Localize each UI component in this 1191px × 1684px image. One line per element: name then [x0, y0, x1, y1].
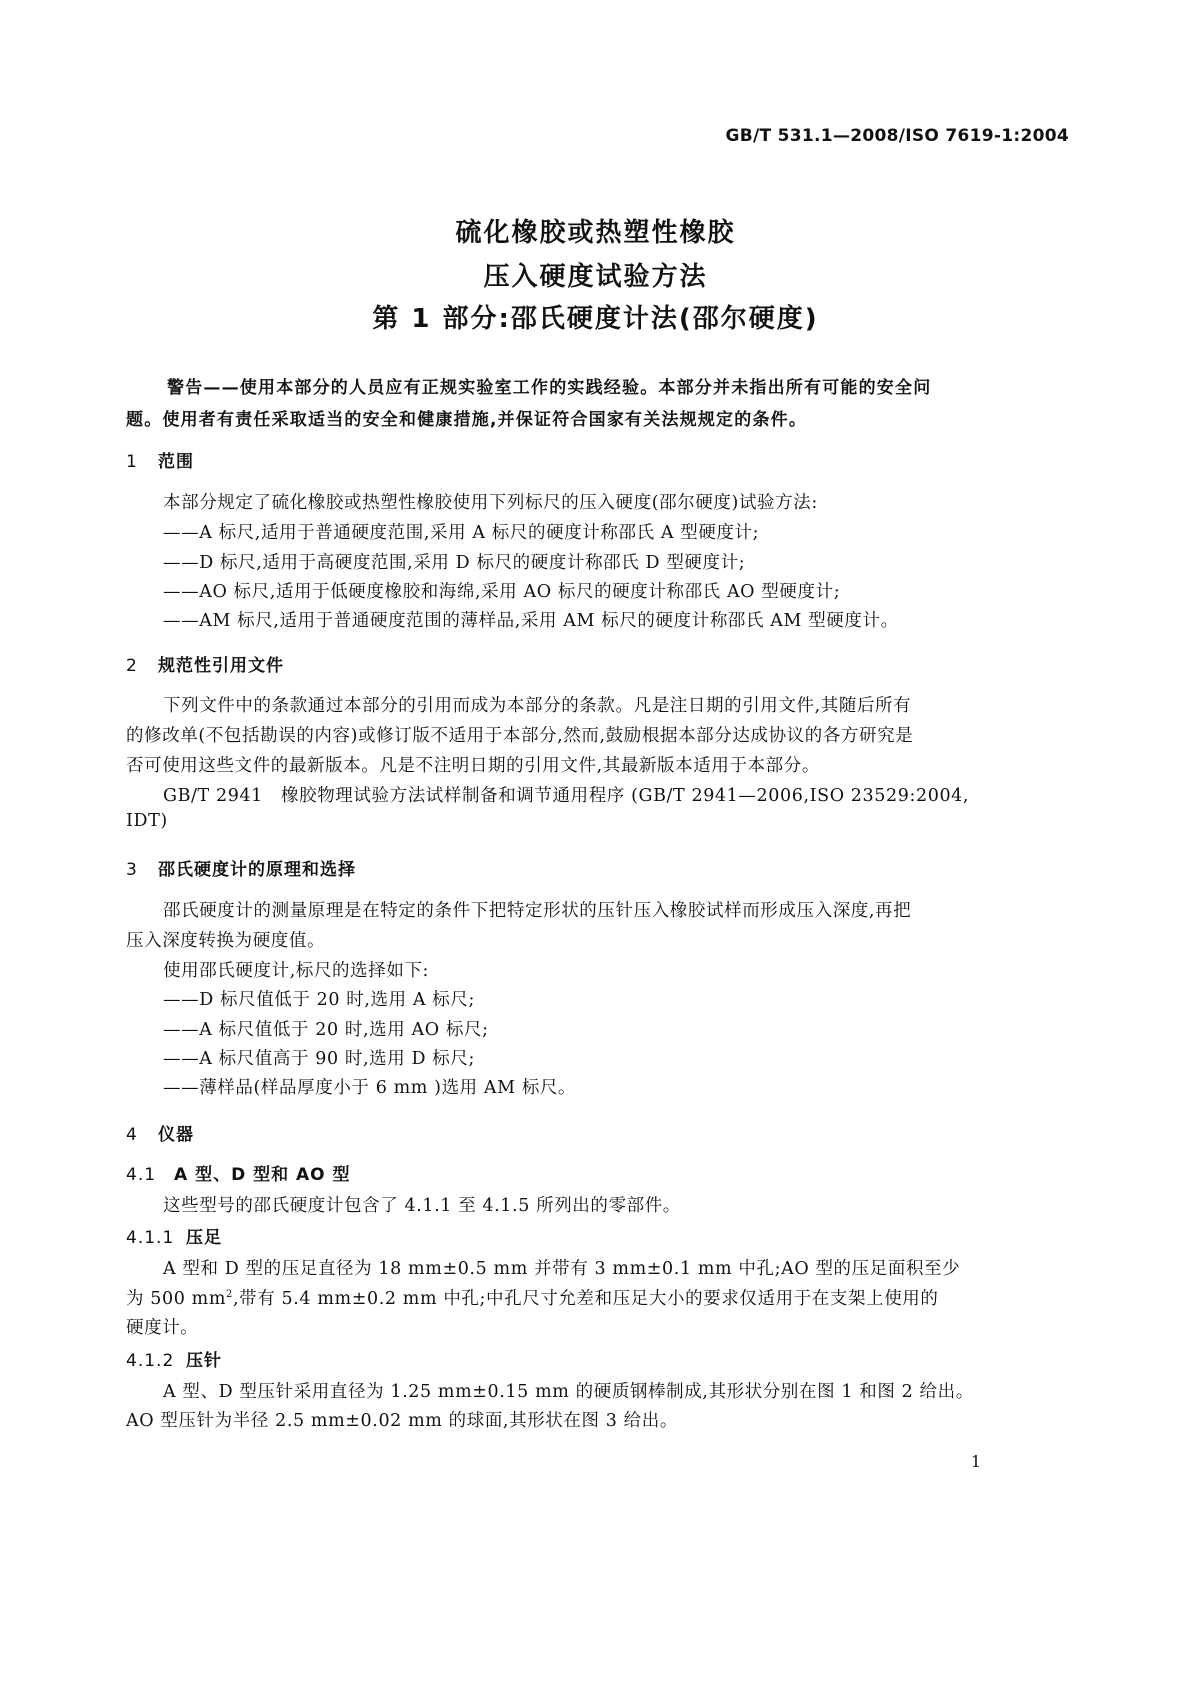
section-title: 规范性引用文件: [158, 656, 284, 676]
section-title: 压针: [186, 1351, 222, 1371]
warning-line1: 警告——使用本部分的人员应有正规实验室工作的实践经验。本部分并未指出所有可能的安全问: [167, 378, 932, 398]
doc-title-line3: 第 1 部分:邵氏硬度计法(邵尔硬度): [372, 304, 819, 334]
section-1-heading: [126, 447, 194, 472]
paragraph-line: 的修改单(不包括勘误的内容)或修订版不适用于本部分,然而,鼓励根据本部分达成协议的各方研究是: [126, 726, 914, 746]
section-3-heading: [126, 855, 356, 880]
warning-line2: 题。使用者有责任采取适当的安全和健康措施,并保证符合国家有关法规规定的条件。: [126, 410, 808, 430]
section-number: 1: [126, 452, 138, 472]
section-title: 邵氏硬度计的原理和选择: [158, 860, 356, 880]
paragraph-line: 否可使用这些文件的最新版本。凡是不注明日期的引用文件,其最新版本适用于本部分。: [126, 756, 820, 776]
list-item: ——AM 标尺,适用于普通硬度范围的薄样品,采用 AM 标尺的硬度计称邵氏 AM 型硬度计。: [163, 611, 899, 631]
standard-code: GB/T 531.1—2008/ISO 7619-1:2004: [725, 126, 1069, 146]
subsection-4-1-2-heading: [126, 1346, 222, 1371]
list-item: ——A 标尺值低于 20 时,选用 AO 标尺;: [163, 1020, 489, 1040]
paragraph: 使用邵氏硬度计,标尺的选择如下:: [163, 961, 430, 981]
section-title: 仪器: [158, 1125, 194, 1145]
superscript: 2: [226, 1289, 233, 1301]
list-item: ——A 标尺值高于 90 时,选用 D 标尺;: [163, 1049, 476, 1069]
section-number: 4: [126, 1125, 138, 1145]
doc-title-line1: 硫化橡胶或热塑性橡胶: [455, 218, 736, 248]
paragraph-line: 硬度计。: [126, 1318, 199, 1338]
section-title: A 型、D 型和 AO 型: [174, 1165, 351, 1185]
list-item: ——D 标尺值低于 20 时,选用 A 标尺;: [163, 990, 476, 1010]
text-fragment: 为 500 mm: [126, 1289, 227, 1309]
paragraph-line: AO 型压针为半径 2.5 mm±0.02 mm 的球面,其形状在图 3 给出。: [126, 1411, 678, 1431]
paragraph-line: 下列文件中的条款通过本部分的引用而成为本部分的条款。凡是注日期的引用文件,其随后所有: [163, 696, 912, 716]
paragraph: 这些型号的邵氏硬度计包含了 4.1.1 至 4.1.5 所列出的零部件。: [163, 1196, 681, 1216]
section-title: 范围: [158, 452, 194, 472]
section-number: 4.1.2: [126, 1351, 175, 1371]
paragraph-line: A 型、D 型压针采用直径为 1.25 mm±0.15 mm 的硬质钢棒制成,其形状分别在图 1 和图 2 给出。: [163, 1382, 974, 1402]
subsection-4-1-1-heading: [126, 1223, 222, 1248]
section-number: 4.1.1: [126, 1228, 175, 1248]
section-2-heading: [126, 651, 284, 676]
section-title: 压足: [186, 1228, 222, 1248]
section-number: 4.1: [126, 1165, 157, 1185]
section-number: 3: [126, 860, 138, 880]
list-item: ——D 标尺,适用于高硬度范围,采用 D 标尺的硬度计称邵氏 D 型硬度计;: [163, 553, 746, 573]
paragraph-line: 邵氏硬度计的测量原理是在特定的条件下把特定形状的压针压入橡胶试样而形成压入深度,再把: [163, 901, 912, 921]
section-number: 2: [126, 656, 138, 676]
text-fragment: ,带有 5.4 mm±0.2 mm 中孔;中孔尺寸允差和压足大小的要求仅适用于在支架上使用的: [233, 1289, 939, 1309]
page-number: 1: [970, 1452, 981, 1471]
paragraph-line: 压入深度转换为硬度值。: [126, 931, 326, 951]
normative-reference-cont: IDT): [126, 811, 168, 831]
paragraph-line: A 型和 D 型的压足直径为 18 mm±0.5 mm 并带有 3 mm±0.1 mm 中孔;AO 型的压足面积至少: [163, 1259, 961, 1279]
paragraph: 本部分规定了硫化橡胶或热塑性橡胶使用下列标尺的压入硬度(邵尔硬度)试验方法:: [163, 493, 818, 513]
subsection-4-1-heading: [126, 1160, 351, 1185]
list-item: ——薄样品(样品厚度小于 6 mm )选用 AM 标尺。: [163, 1078, 577, 1098]
doc-title-line2: 压入硬度试验方法: [483, 262, 708, 292]
section-4-heading: [126, 1120, 194, 1145]
list-item: ——AO 标尺,适用于低硬度橡胶和海绵,采用 AO 标尺的硬度计称邵氏 AO 型硬度计;: [163, 582, 841, 602]
normative-reference: GB/T 2941 橡胶物理试验方法试样制备和调节通用程序 (GB/T 2941—2006,ISO 23529:2004,: [163, 786, 970, 806]
list-item: ——A 标尺,适用于普通硬度范围,采用 A 标尺的硬度计称邵氏 A 型硬度计;: [163, 523, 760, 543]
paragraph-line: [126, 1285, 939, 1310]
